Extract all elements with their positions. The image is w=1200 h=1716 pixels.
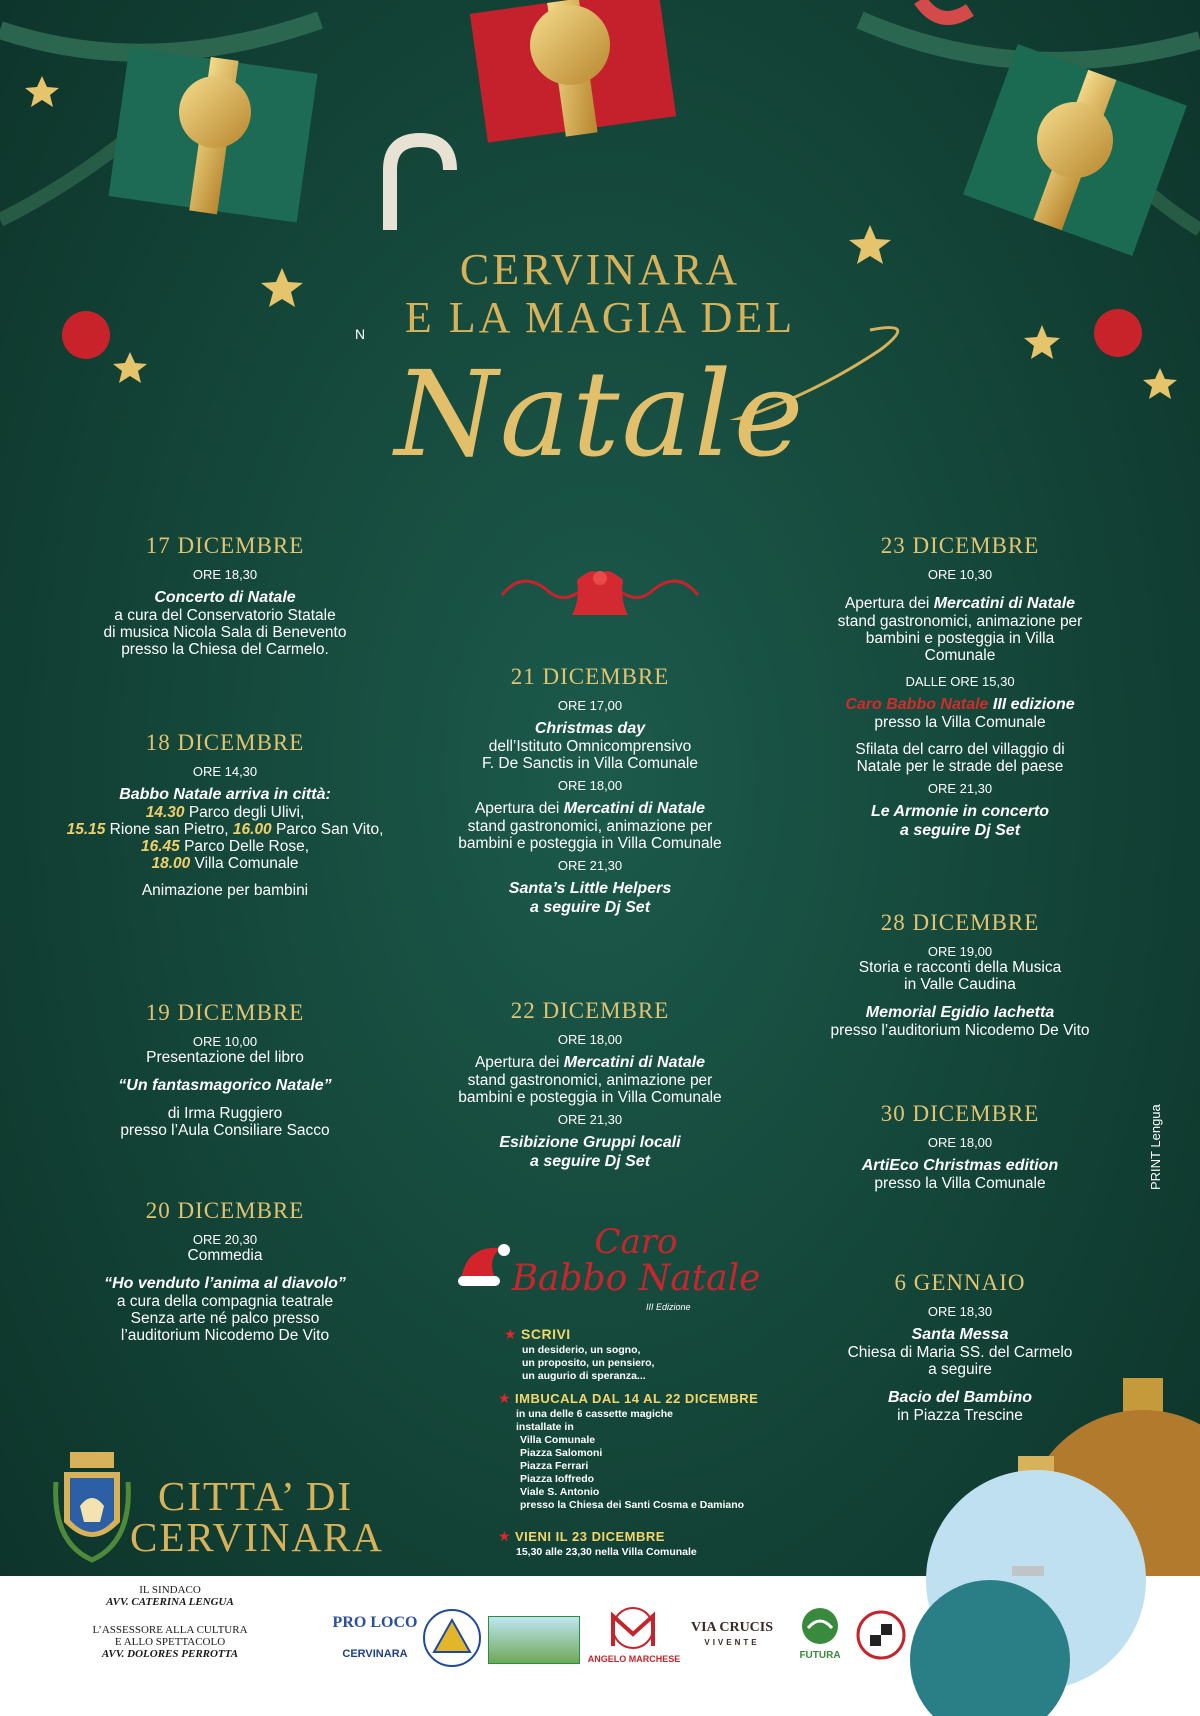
step-text: Piazza Salomoni — [520, 1447, 603, 1459]
event-time: ORE 18,30 — [927, 1304, 993, 1319]
step-text: Villa Comunale — [520, 1434, 596, 1446]
printer-credit: PRINT Lengua — [1148, 1104, 1163, 1190]
bauble-footer-overlap — [910, 1576, 1200, 1716]
event-title: Mercatini di Natale — [563, 800, 706, 817]
star-icon: ★ — [504, 1326, 517, 1342]
event-text: presso la Villa Comunale — [874, 714, 1046, 731]
logo-proloco-sub: CERVINARA — [342, 1648, 408, 1660]
event-text: stand gastronomici, animazione per — [467, 1072, 713, 1089]
stop-time: 15.15 — [66, 821, 106, 838]
step-text: presso la Chiesa dei Santi Cosma e Damiano — [520, 1499, 745, 1511]
event-text: bambini e posteggia in Villa Comunale — [458, 835, 722, 852]
step-text: Viale S. Antonio — [520, 1486, 600, 1498]
event-title: a seguire Dj Set — [529, 1153, 651, 1170]
event-text: in Piazza Trescine — [897, 1407, 1023, 1424]
step-text: un proposito, un pensiero, — [522, 1357, 655, 1369]
title-letter-n: N — [355, 326, 366, 342]
association-logo — [488, 1616, 580, 1664]
event-18-dicembre: 18 DICEMBRE ORE 14,30 Babbo Natale arriva in città: 14.30 Parco degli Ulivi, 15.15 Rione san Pietro, 16.00 Parco San Vito, 16.45 Parco Delle Rose, 18.00 Villa Comunale Animazione per bambini — [30, 730, 420, 899]
event-text: Presentazione del libro — [146, 1049, 304, 1066]
event-text: Storia e racconti della Musica — [858, 959, 1062, 976]
event-title: Concerto di Natale — [154, 589, 296, 606]
signature-mayor — [50, 1584, 290, 1608]
futura-logo-icon — [800, 1606, 840, 1646]
event-text: l’auditorium Nicodemo De Vito — [120, 1327, 330, 1344]
signature-role: L’ASSESSORE ALLA CULTURA — [92, 1624, 248, 1636]
caro-step-vieni — [498, 1528, 788, 1559]
event-20-dicembre — [30, 1198, 420, 1344]
event-title: Mercatini di Natale — [563, 1054, 706, 1071]
event-text: Sfilata del carro del villaggio di — [855, 741, 1065, 758]
day-heading: 20 DICEMBRE — [145, 1198, 305, 1223]
event-text: a seguire — [928, 1361, 992, 1378]
event-text: di Irma Ruggiero — [167, 1105, 283, 1122]
protezione-civile-logo — [422, 1608, 482, 1668]
event-text: Commedia — [187, 1247, 263, 1264]
event-title: Le Armonie in concerto — [870, 803, 1050, 820]
stop-time: 16.00 — [232, 821, 272, 838]
logo-via-crucis: VIA CRUCIS — [690, 1620, 774, 1635]
event-title: Santa Messa — [911, 1326, 1009, 1343]
event-text: bambini e posteggia in Villa Comunale — [458, 1089, 722, 1106]
day-heading: 28 DICEMBRE — [880, 910, 1040, 935]
event-time: ORE 14,30 — [192, 764, 258, 779]
event-title: III edizione — [988, 696, 1075, 713]
column-middle — [410, 0, 770, 1300]
day-heading: 17 DICEMBRE — [145, 533, 305, 558]
event-text: presso la Villa Comunale — [874, 1175, 1046, 1192]
event-28-dicembre — [790, 910, 1130, 1039]
event-time: ORE 18,00 — [557, 778, 623, 793]
day-heading: 23 DICEMBRE — [880, 533, 1040, 558]
event-text: Senza arte né palco presso — [130, 1310, 320, 1327]
event-text: Apertura dei — [474, 800, 564, 817]
signature-name: AVV. CATERINA LENGUA — [106, 1596, 234, 1608]
stop-time: 14.30 — [145, 804, 185, 821]
event-title: Memorial Egidio Iachetta — [865, 1004, 1055, 1021]
city-name-line2: CERVINARA — [130, 1514, 384, 1560]
event-title: Christmas day — [534, 720, 646, 737]
event-time: ORE 19,00 — [927, 944, 993, 959]
logo-futura: FUTURA — [799, 1650, 841, 1661]
event-text: dell’Istituto Omnicomprensivo — [488, 738, 692, 755]
event-title: “Ho venduto l’anima al diavolo” — [104, 1275, 346, 1292]
event-title: “Un fantasmagorico Natale” — [118, 1077, 332, 1094]
event-23-dicembre — [790, 533, 1130, 840]
city-name-line1: CITTA’ DI — [158, 1473, 353, 1519]
day-heading: 6 GENNAIO — [894, 1270, 1026, 1295]
signature-role: E ALLO SPETTACOLO — [114, 1636, 226, 1648]
event-time: ORE 20,30 — [192, 1232, 258, 1247]
stop-place: Rione san Pietro, — [105, 821, 233, 838]
title-line2: E LA MAGIA DEL — [404, 293, 796, 342]
event-19-dicembre — [30, 1000, 420, 1139]
event-text: in Valle Caudina — [904, 976, 1016, 993]
event-text: a cura della compagnia teatrale — [116, 1293, 334, 1310]
step-text: un augurio di speranza... — [522, 1370, 646, 1382]
event-time: ORE 17,00 — [557, 698, 623, 713]
logo-proloco: PRO LOCO — [332, 1614, 418, 1631]
caro-step-scrivi — [504, 1326, 784, 1383]
step-heading: SCRIVI — [521, 1326, 571, 1342]
event-text: Apertura dei — [844, 595, 934, 612]
stop-time: 18.00 — [151, 855, 191, 872]
caro-edition: III Edizione — [646, 1302, 691, 1312]
event-time: ORE 21,30 — [557, 1112, 623, 1127]
event-time: ORE 10,30 — [927, 567, 993, 582]
step-heading: VIENI IL 23 DICEMBRE — [515, 1529, 665, 1544]
event-time: ORE 18,30 — [192, 567, 258, 582]
event-title: a seguire Dj Set — [529, 899, 651, 916]
event-text: bambini e posteggia in Villa — [865, 630, 1055, 647]
caro-title: Babbo Natale — [511, 1258, 761, 1299]
event-title: Bacio del Bambino — [887, 1389, 1033, 1406]
column-right — [790, 0, 1130, 1450]
event-22-dicembre — [410, 998, 770, 1171]
caro-babbo-highlight: Caro Babbo Natale — [845, 696, 989, 713]
event-time: DALLE ORE 15,30 — [905, 674, 1015, 689]
step-text: 15,30 alle 23,30 nella Villa Comunale — [516, 1546, 697, 1558]
logo-via-crucis-sub: VIVENTE — [704, 1638, 760, 1647]
event-text: Comunale — [924, 647, 996, 664]
step-text: Piazza Ioffredo — [520, 1473, 595, 1485]
event-title: ArtiEco Christmas edition — [861, 1157, 1059, 1174]
star-icon: ★ — [498, 1528, 511, 1544]
step-text: installate in — [516, 1421, 574, 1433]
logo-angelo-marchese: ANGELO MARCHESE — [587, 1654, 681, 1664]
title-natale: Natale — [394, 345, 806, 483]
day-heading: 21 DICEMBRE — [510, 664, 670, 689]
signature-assessor — [50, 1624, 290, 1660]
event-title: Babbo Natale arriva in città — [119, 786, 326, 803]
caro-step-imbucala — [498, 1390, 788, 1512]
caro-babbo-natale — [456, 1222, 776, 1562]
event-title: Esibizione Gruppi locali — [499, 1134, 681, 1151]
event-time: ORE 10,00 — [192, 1034, 258, 1049]
signature-name: AVV. DOLORES PERROTTA — [101, 1648, 239, 1660]
event-time: ORE 21,30 — [927, 781, 993, 796]
day-heading: 19 DICEMBRE — [145, 1000, 305, 1025]
star-icon: ★ — [498, 1390, 511, 1406]
stop-place: Parco Delle Rose, — [179, 838, 310, 855]
stop-place: Parco degli Ulivi, — [184, 804, 305, 821]
event-time: ORE 18,00 — [557, 1032, 623, 1047]
step-text: Piazza Ferrari — [520, 1460, 589, 1472]
event-title: Mercatini di Natale — [933, 595, 1076, 612]
event-text: Natale per le strade del paese — [856, 758, 1064, 775]
event-title: Santa’s Little Helpers — [508, 880, 672, 897]
event-text: Apertura dei — [474, 1054, 564, 1071]
day-heading: 30 DICEMBRE — [880, 1101, 1040, 1126]
event-text: presso l’auditorium Nicodemo De Vito — [830, 1022, 1090, 1039]
step-text: un desiderio, un sogno, — [522, 1344, 641, 1356]
step-heading: IMBUCALA DAL 14 AL 22 DICEMBRE — [515, 1391, 759, 1406]
event-30-dicembre — [790, 1101, 1130, 1192]
event-title: a seguire Dj Set — [899, 822, 1021, 839]
event-17-dicembre — [30, 533, 420, 658]
column-left — [30, 0, 420, 1400]
event-text: Animazione per bambini — [141, 882, 309, 899]
signature-role: IL SINDACO — [139, 1584, 201, 1596]
motor-club-logo-icon — [856, 1610, 906, 1660]
stop-place: Villa Comunale — [190, 855, 299, 872]
event-text: stand gastronomici, animazione per — [837, 613, 1083, 630]
event-text: a cura del Conservatorio Statale — [114, 607, 336, 624]
event-text: Chiesa di Maria SS. del Carmelo — [847, 1344, 1073, 1361]
angelo-marchese-logo-icon — [608, 1606, 658, 1650]
event-time: ORE 21,30 — [557, 858, 623, 873]
caro-title: Caro — [594, 1222, 678, 1262]
event-text: presso la Chiesa del Carmelo. — [121, 641, 329, 658]
event-21-dicembre — [410, 664, 770, 917]
step-text: in una delle 6 cassette magiche — [516, 1408, 673, 1420]
event-text: stand gastronomici, animazione per — [467, 818, 713, 835]
stop-place: Parco San Vito, — [271, 821, 384, 838]
title-line1: CERVINARA — [459, 245, 741, 294]
event-text: F. De Sanctis in Villa Comunale — [482, 755, 698, 772]
coat-of-arms-icon — [52, 1452, 132, 1564]
stop-time: 16.45 — [140, 838, 180, 855]
event-text: di musica Nicola Sala di Benevento — [103, 624, 347, 641]
event-time: ORE 18,00 — [927, 1135, 993, 1150]
event-text: presso l’Aula Consiliare Sacco — [120, 1122, 330, 1139]
day-heading: 18 DICEMBRE — [145, 730, 305, 755]
day-heading: 22 DICEMBRE — [510, 998, 670, 1023]
